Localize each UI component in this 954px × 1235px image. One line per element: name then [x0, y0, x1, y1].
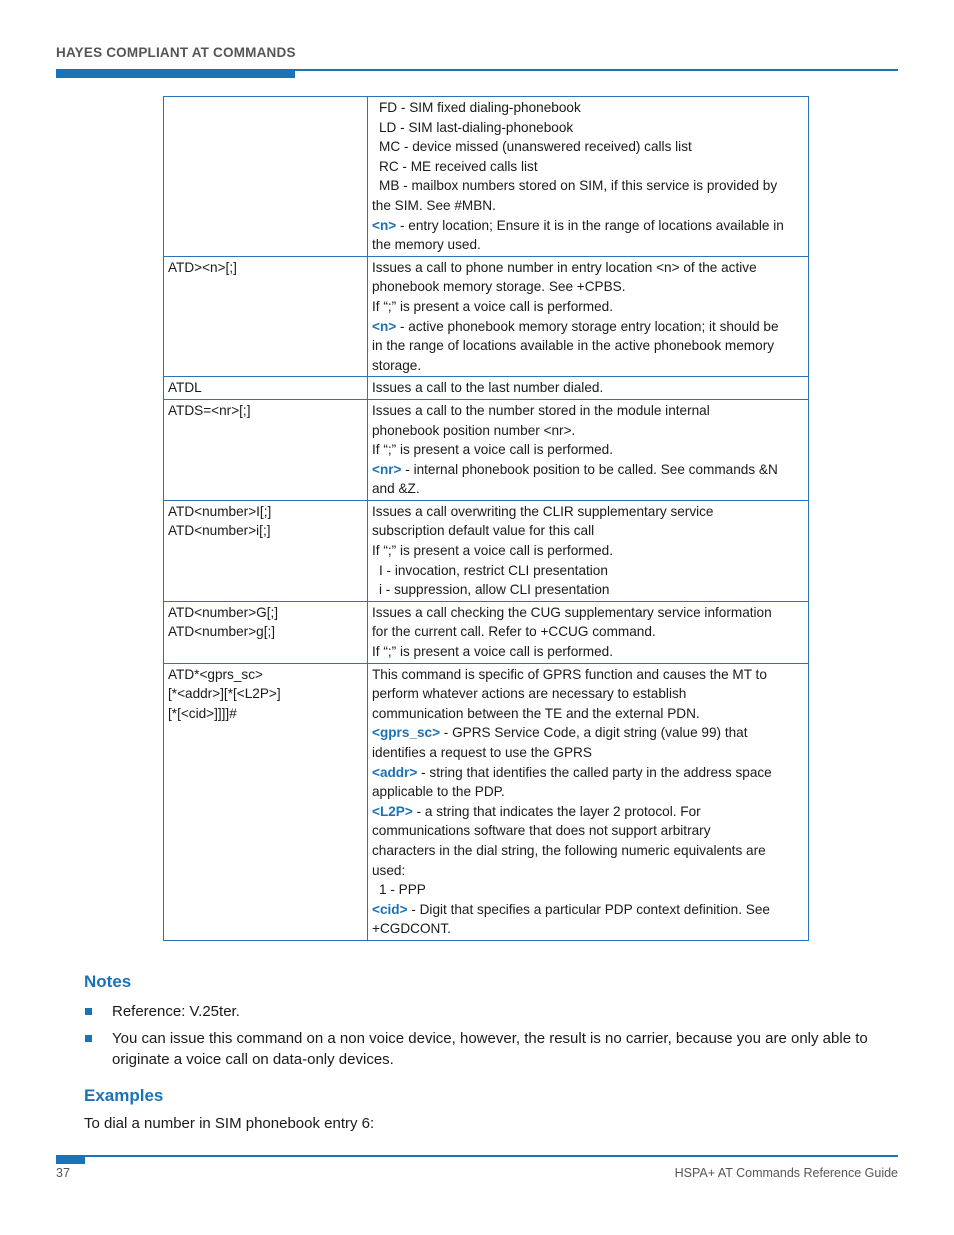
description-line [372, 98, 804, 118]
command-table-row [164, 663, 809, 940]
bullet-square-icon [85, 1035, 92, 1042]
description-line [372, 421, 804, 441]
running-header-title: HAYES COMPLIANT AT COMMANDS [56, 45, 296, 60]
description-text: If “;” is present a voice call is performed. [372, 442, 613, 458]
command-cell [164, 399, 368, 500]
description-text: i - suppression, allow CLI presentation [379, 582, 610, 598]
description-text: - string that identifies the called party in the address space [417, 764, 772, 780]
command-cell [164, 377, 368, 400]
description-text: perform whatever actions are necessary to establish [372, 686, 687, 702]
command-table-row [164, 601, 809, 663]
command-syntax: ATDL [168, 380, 202, 396]
description-text: communications software that does not support arbitrary [372, 823, 711, 839]
description-text: - entry location; Ensure it is in the range of locations available in [396, 217, 784, 233]
description-text: in the range of locations available in the active phonebook memory [372, 338, 775, 354]
description-line [372, 743, 804, 763]
description-text: the memory used. [372, 237, 481, 253]
description-line [372, 157, 804, 177]
description-line [372, 802, 804, 822]
description-cell [368, 500, 809, 601]
command-syntax: ATDS=<nr>[;] [168, 402, 251, 418]
description-line [372, 603, 804, 623]
examples-intro: To dial a number in SIM phonebook entry 6: [84, 1115, 375, 1132]
notes-list-item [84, 1028, 894, 1070]
description-cell [368, 663, 809, 940]
description-text: storage. [372, 357, 422, 373]
description-line [372, 216, 804, 236]
description-line [372, 317, 804, 337]
parameter-name: <addr> [372, 764, 418, 780]
description-cell [368, 256, 809, 377]
description-line [372, 880, 804, 900]
description-line [372, 541, 804, 561]
description-line [372, 460, 804, 480]
description-text: Issues a call to the last number dialed. [372, 380, 604, 396]
description-text: MB - mailbox numbers stored on SIM, if this service is provided by [379, 178, 778, 194]
description-line [372, 763, 804, 783]
command-table-row [164, 399, 809, 500]
command-table-row [164, 97, 809, 257]
command-syntax: ATD<number>I[;] [168, 503, 272, 519]
description-text: used: [372, 862, 406, 878]
command-syntax: ATD<number>G[;] [168, 604, 279, 620]
description-text: Issues a call to the number stored in the module internal [372, 402, 710, 418]
command-table-row [164, 500, 809, 601]
description-cell [368, 377, 809, 400]
description-text: I - invocation, restrict CLI presentation [379, 562, 608, 578]
command-syntax: [*<addr>][*[<L2P>] [168, 686, 281, 702]
command-cell [164, 601, 368, 663]
description-line [372, 336, 804, 356]
description-text: Issues a call overwriting the CLIR supplementary service [372, 503, 714, 519]
parameter-name: <L2P> [372, 803, 413, 819]
description-line [372, 622, 804, 642]
command-syntax: ATD*<gprs_sc> [168, 666, 263, 682]
description-line [372, 137, 804, 157]
parameter-name: <cid> [372, 901, 408, 917]
command-table [163, 96, 809, 941]
description-line [372, 782, 804, 802]
command-cell [164, 256, 368, 377]
command-table-row [164, 256, 809, 377]
description-line [372, 277, 804, 297]
description-line [372, 561, 804, 581]
description-text: identifies a request to use the GPRS [372, 745, 592, 760]
command-syntax: ATD><n>[;] [168, 259, 237, 275]
description-text: subscription default value for this call [372, 523, 595, 539]
description-text: - GPRS Service Code, a digit string (value 99) that [440, 725, 748, 741]
notes-list [84, 1001, 894, 1076]
command-cell [164, 500, 368, 601]
page-number: 37 [56, 1166, 70, 1180]
description-cell [368, 601, 809, 663]
description-text: communication between the TE and the external PDN. [372, 705, 700, 721]
description-line [372, 900, 804, 920]
description-text: +CGDCONT. [372, 921, 451, 937]
description-text: LD - SIM last-dialing-phonebook [379, 119, 574, 135]
description-line [372, 297, 804, 317]
description-text: 1 - PPP [379, 882, 426, 898]
description-text: FD - SIM fixed dialing-phonebook [379, 100, 581, 115]
description-line [372, 704, 804, 724]
parameter-name: <gprs_sc> [372, 725, 441, 741]
command-cell [164, 663, 368, 940]
description-text: Issues a call checking the CUG supplementary service information [372, 604, 772, 620]
description-text: If “;” is present a voice call is performed. [372, 543, 613, 559]
description-text: - active phonebook memory storage entry location; it should be [396, 318, 779, 334]
description-line [372, 440, 804, 460]
description-line [372, 479, 804, 499]
description-line [372, 642, 804, 662]
note-text: You can issue this command on a non voice device, however, the result is no carrier, because you are only able to originate a voice call on data-only devices. [112, 1030, 868, 1068]
description-text: - a string that indicates the layer 2 protocol. For [412, 803, 701, 819]
description-text: - Digit that specifies a particular PDP context definition. See [407, 901, 770, 917]
description-text: phonebook memory storage. See +CPBS. [372, 279, 626, 295]
description-text: RC - ME received calls list [379, 158, 538, 174]
notes-heading: Notes [84, 972, 132, 991]
description-text: - internal phonebook position to be called. See commands &N [401, 461, 778, 477]
description-line [372, 378, 804, 398]
description-line [372, 841, 804, 861]
description-cell [368, 97, 809, 257]
description-line [372, 580, 804, 600]
command-table-body [164, 97, 809, 941]
description-text: applicable to the PDP. [372, 784, 505, 800]
description-line [372, 356, 804, 376]
notes-list-item [84, 1001, 894, 1022]
bullet-square-icon [85, 1008, 92, 1015]
description-text: MC - device missed (unanswered received) calls list [379, 139, 692, 155]
description-text: If “;” is present a voice call is performed. [372, 644, 613, 660]
description-text: the SIM. See #MBN. [372, 197, 496, 213]
parameter-name: <n> [372, 217, 397, 233]
description-line [372, 723, 804, 743]
description-text: and &Z. [372, 481, 420, 497]
description-text: Issues a call to phone number in entry location <n> of the active [372, 259, 757, 275]
description-text: If “;” is present a voice call is performed. [372, 298, 613, 314]
command-syntax: ATD<number>g[;] [168, 624, 276, 640]
examples-heading: Examples [84, 1086, 164, 1105]
description-line [372, 821, 804, 841]
header-accent-block [56, 69, 295, 78]
footer-accent-block [56, 1155, 85, 1164]
description-text: This command is specific of GPRS function and causes the MT to [372, 666, 767, 682]
command-cell [164, 97, 368, 257]
parameter-name: <nr> [372, 461, 402, 477]
command-table-row [164, 377, 809, 400]
description-cell [368, 399, 809, 500]
description-line [372, 196, 804, 216]
description-text: characters in the dial string, the following numeric equivalents are [372, 842, 766, 858]
parameter-name: <n> [372, 318, 397, 334]
description-line [372, 235, 804, 255]
note-text: Reference: V.25ter. [112, 1003, 240, 1020]
description-line [372, 258, 804, 278]
description-text: phonebook position number <nr>. [372, 422, 576, 438]
description-line [372, 118, 804, 138]
command-syntax: ATD<number>i[;] [168, 523, 271, 539]
description-line [372, 521, 804, 541]
command-syntax: [*[<cid>]]]]# [168, 705, 237, 721]
description-line [372, 861, 804, 881]
description-line [372, 665, 804, 685]
description-line [372, 401, 804, 421]
description-line [372, 919, 804, 939]
description-text: for the current call. Refer to +CCUG command. [372, 624, 656, 640]
footer-rule [56, 1155, 898, 1157]
description-line [372, 684, 804, 704]
description-line [372, 176, 804, 196]
footer-doc-title: HSPA+ AT Commands Reference Guide [674, 1166, 898, 1180]
description-line [372, 502, 804, 522]
